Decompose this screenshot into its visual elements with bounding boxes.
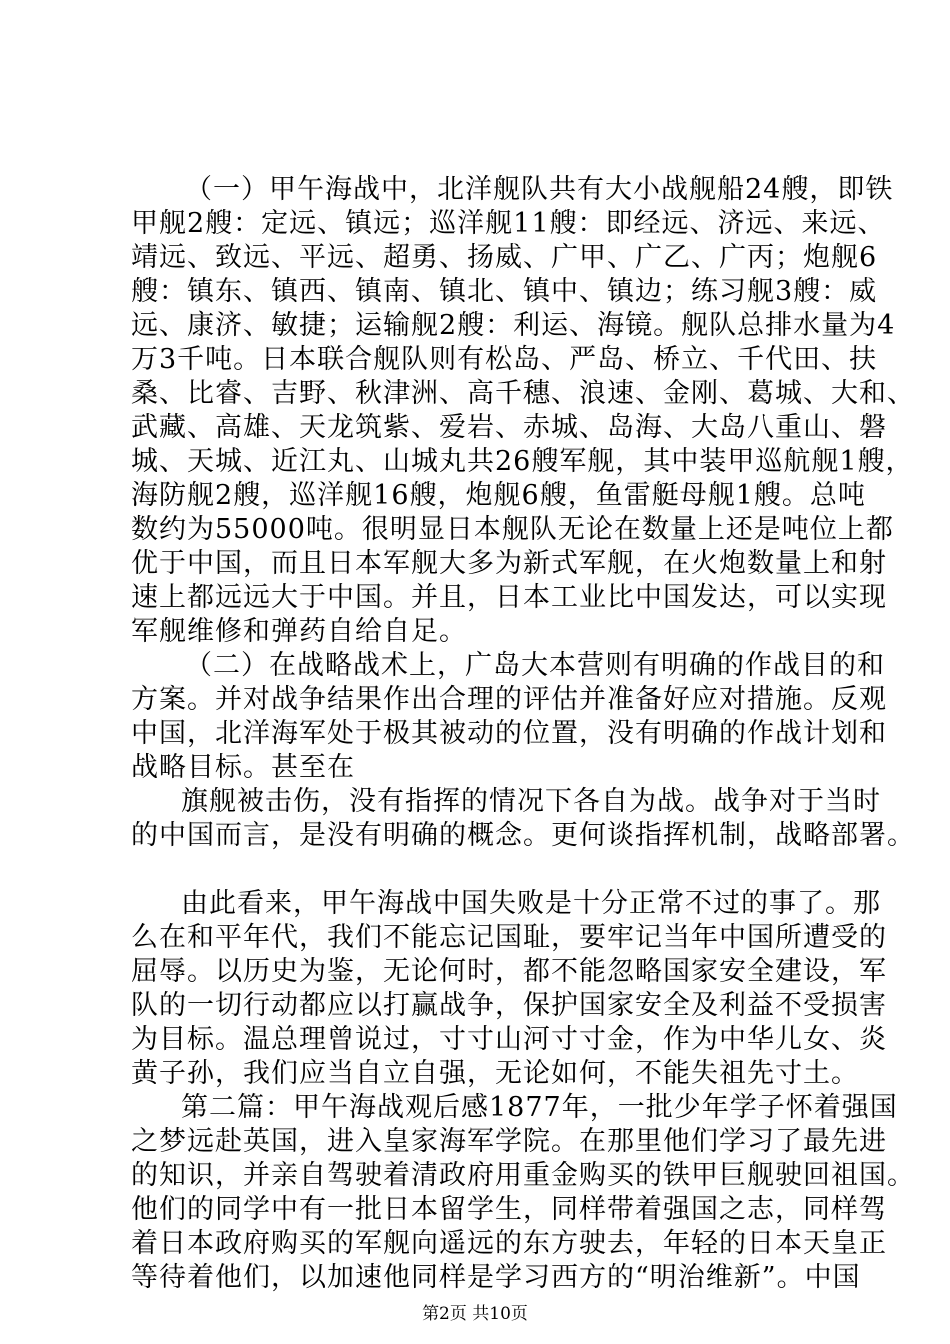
text-line: 屈辱。以历史为鉴，无论何时，都不能忽略国家安全建设，军 <box>131 956 887 987</box>
page-number-footer: 第2页 共10页 <box>422 1304 528 1324</box>
text-line: 靖远、致远、平远、超勇、扬威、广甲、广乙、广丙；炮舰6 <box>131 242 878 273</box>
text-line: 武藏、高雄、天龙筑紫、爱岩、赤城、岛海、大岛八重山、磐 <box>131 412 887 443</box>
text-line: 桑、比睿、吉野、秋津洲、高千穗、浪速、金刚、葛城、大和、 <box>131 378 915 409</box>
text-line: 他们的同学中有一批日本留学生，同样带着强国之志，同样驾 <box>131 1194 887 1225</box>
text-line: 的知识，并亲自驾驶着清政府用重金购买的铁甲巨舰驶回祖国。 <box>131 1160 915 1191</box>
text-line: 数约为55000吨。很明显日本舰队无论在数量上还是吨位上都 <box>131 514 894 545</box>
text-line: 远、康济、敏捷；运输舰2艘：利运、海镜。舰队总排水量为4 <box>131 310 896 341</box>
text-line: 的中国而言，是没有明确的概念。更何谈指挥机制，战略部署。 <box>131 820 915 851</box>
text-line: 第二篇：甲午海战观后感1877年，一批少年学子怀着强国 <box>181 1092 898 1123</box>
text-line: 艘：镇东、镇西、镇南、镇北、镇中、镇边；练习舰3艘：威 <box>131 276 878 307</box>
text-line: 队的一切行动都应以打赢战争，保护国家安全及利益不受损害 <box>131 990 887 1021</box>
text-line: 之梦远赴英国，进入皇家海军学院。在那里他们学习了最先进 <box>131 1126 887 1157</box>
text-line: 城、天城、近江丸、山城丸共26艘军舰，其中装甲巡航舰1艘， <box>131 446 914 477</box>
text-line: 甲舰2艘：定远、镇远；巡洋舰11艘：即经远、济远、来远、 <box>131 208 886 239</box>
text-line: 万3千吨。日本联合舰队则有松岛、严岛、桥立、千代田、扶 <box>131 344 878 375</box>
text-line: 方案。并对战争结果作出合理的评估并准备好应对措施。反观 <box>131 684 887 715</box>
text-line: 么在和平年代，我们不能忘记国耻，要牢记当年中国所遭受的 <box>131 922 887 953</box>
text-line: 海防舰2艘，巡洋舰16艘，炮舰6艘，鱼雷艇母舰1艘。总吨 <box>131 480 866 511</box>
text-line: 中国，北洋海军处于极其被动的位置，没有明确的作战计划和 <box>131 718 887 749</box>
text-line: 由此看来，甲午海战中国失败是十分正常不过的事了。那 <box>181 888 881 919</box>
text-line: 速上都远远大于中国。并且，日本工业比中国发达，可以实现 <box>131 582 887 613</box>
text-line: 等待着他们，以加速他同样是学习西方的“明治维新”。中国 <box>131 1262 861 1293</box>
text-line: 旗舰被击伤，没有指挥的情况下各自为战。战争对于当时 <box>181 786 881 817</box>
text-line: 战略目标。甚至在 <box>131 752 355 783</box>
text-line: 黄子孙，我们应当自立自强，无论如何，不能失祖先寸土。 <box>131 1058 859 1089</box>
text-line: （二）在战略战术上，广岛大本营则有明确的作战目的和 <box>185 650 885 681</box>
text-line: 着日本政府购买的军舰向遥远的东方驶去，年轻的日本天皇正 <box>131 1228 887 1259</box>
text-line: 为目标。温总理曾说过，寸寸山河寸寸金，作为中华儿女、炎 <box>131 1024 887 1055</box>
text-line: （一）甲午海战中，北洋舰队共有大小战舰船24艘，即铁 <box>185 174 894 205</box>
text-line: 军舰维修和弹药自给自足。 <box>131 616 467 647</box>
text-line: 优于中国，而且日本军舰大多为新式军舰，在火炮数量上和射 <box>131 548 887 579</box>
